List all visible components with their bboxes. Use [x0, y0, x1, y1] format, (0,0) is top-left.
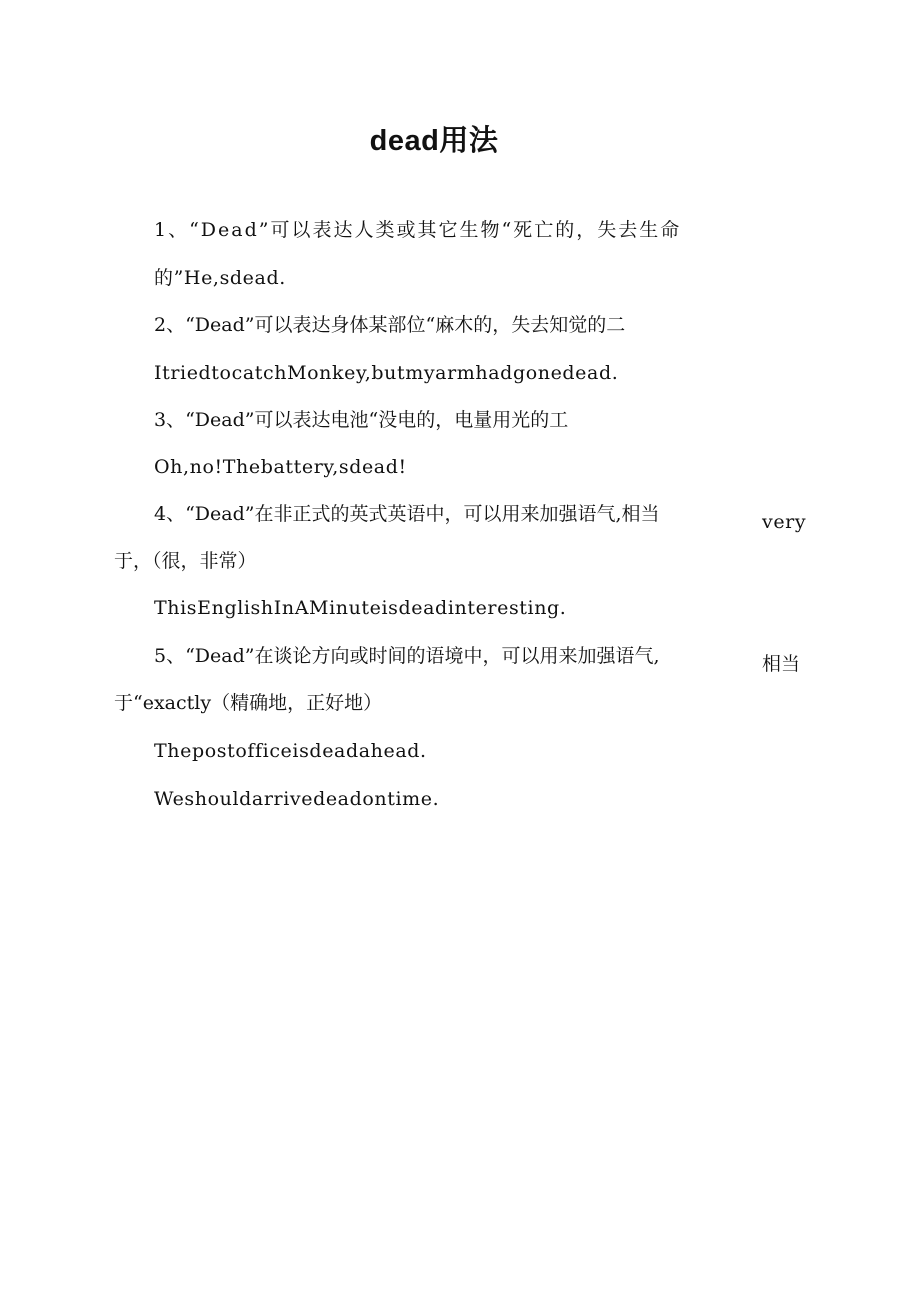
- paragraph-4-margin-word: very: [762, 511, 807, 533]
- paragraph-1-line-1: 1、“Dead”可以表达人类或其它生物“死亡的，失去生命: [154, 219, 682, 241]
- example-dead-on-time: Weshouldarrivedeadontime.: [154, 788, 440, 810]
- paragraph-5-margin-word: 相当: [762, 653, 801, 675]
- paragraph-3-line-1: 3、“Dead”可以表达电池“没电的，电量用光的工: [154, 409, 569, 431]
- example-dead-ahead: Thepostofficeisdeadahead.: [154, 740, 427, 762]
- page-title: dead用法: [369, 125, 499, 157]
- example-battery-dead: Oh,no!Thebattery,sdead!: [154, 456, 407, 478]
- paragraph-1-line-2: 的”He,sdead.: [154, 267, 286, 289]
- paragraph-2-line-1: 2、“Dead”可以表达身体某部位“麻木的，失去知觉的二: [154, 314, 626, 336]
- paragraph-4-line-2: 于，（很，非常）: [114, 550, 257, 572]
- paragraph-5-line-2: 于“exactly（精确地，正好地）: [114, 692, 383, 714]
- example-dead-interesting: ThisEnglishInAMinuteisdeadinteresting.: [154, 597, 567, 619]
- example-arm-gone-dead: ItriedtocatchMonkey,butmyarmhadgonedead.: [154, 362, 619, 384]
- paragraph-4-line-1: 4、“Dead”在非正式的英式英语中，可以用来加强语气,相当: [154, 503, 660, 525]
- paragraph-5-line-1: 5、“Dead”在谈论方向或时间的语境中，可以用来加强语气,: [154, 645, 660, 667]
